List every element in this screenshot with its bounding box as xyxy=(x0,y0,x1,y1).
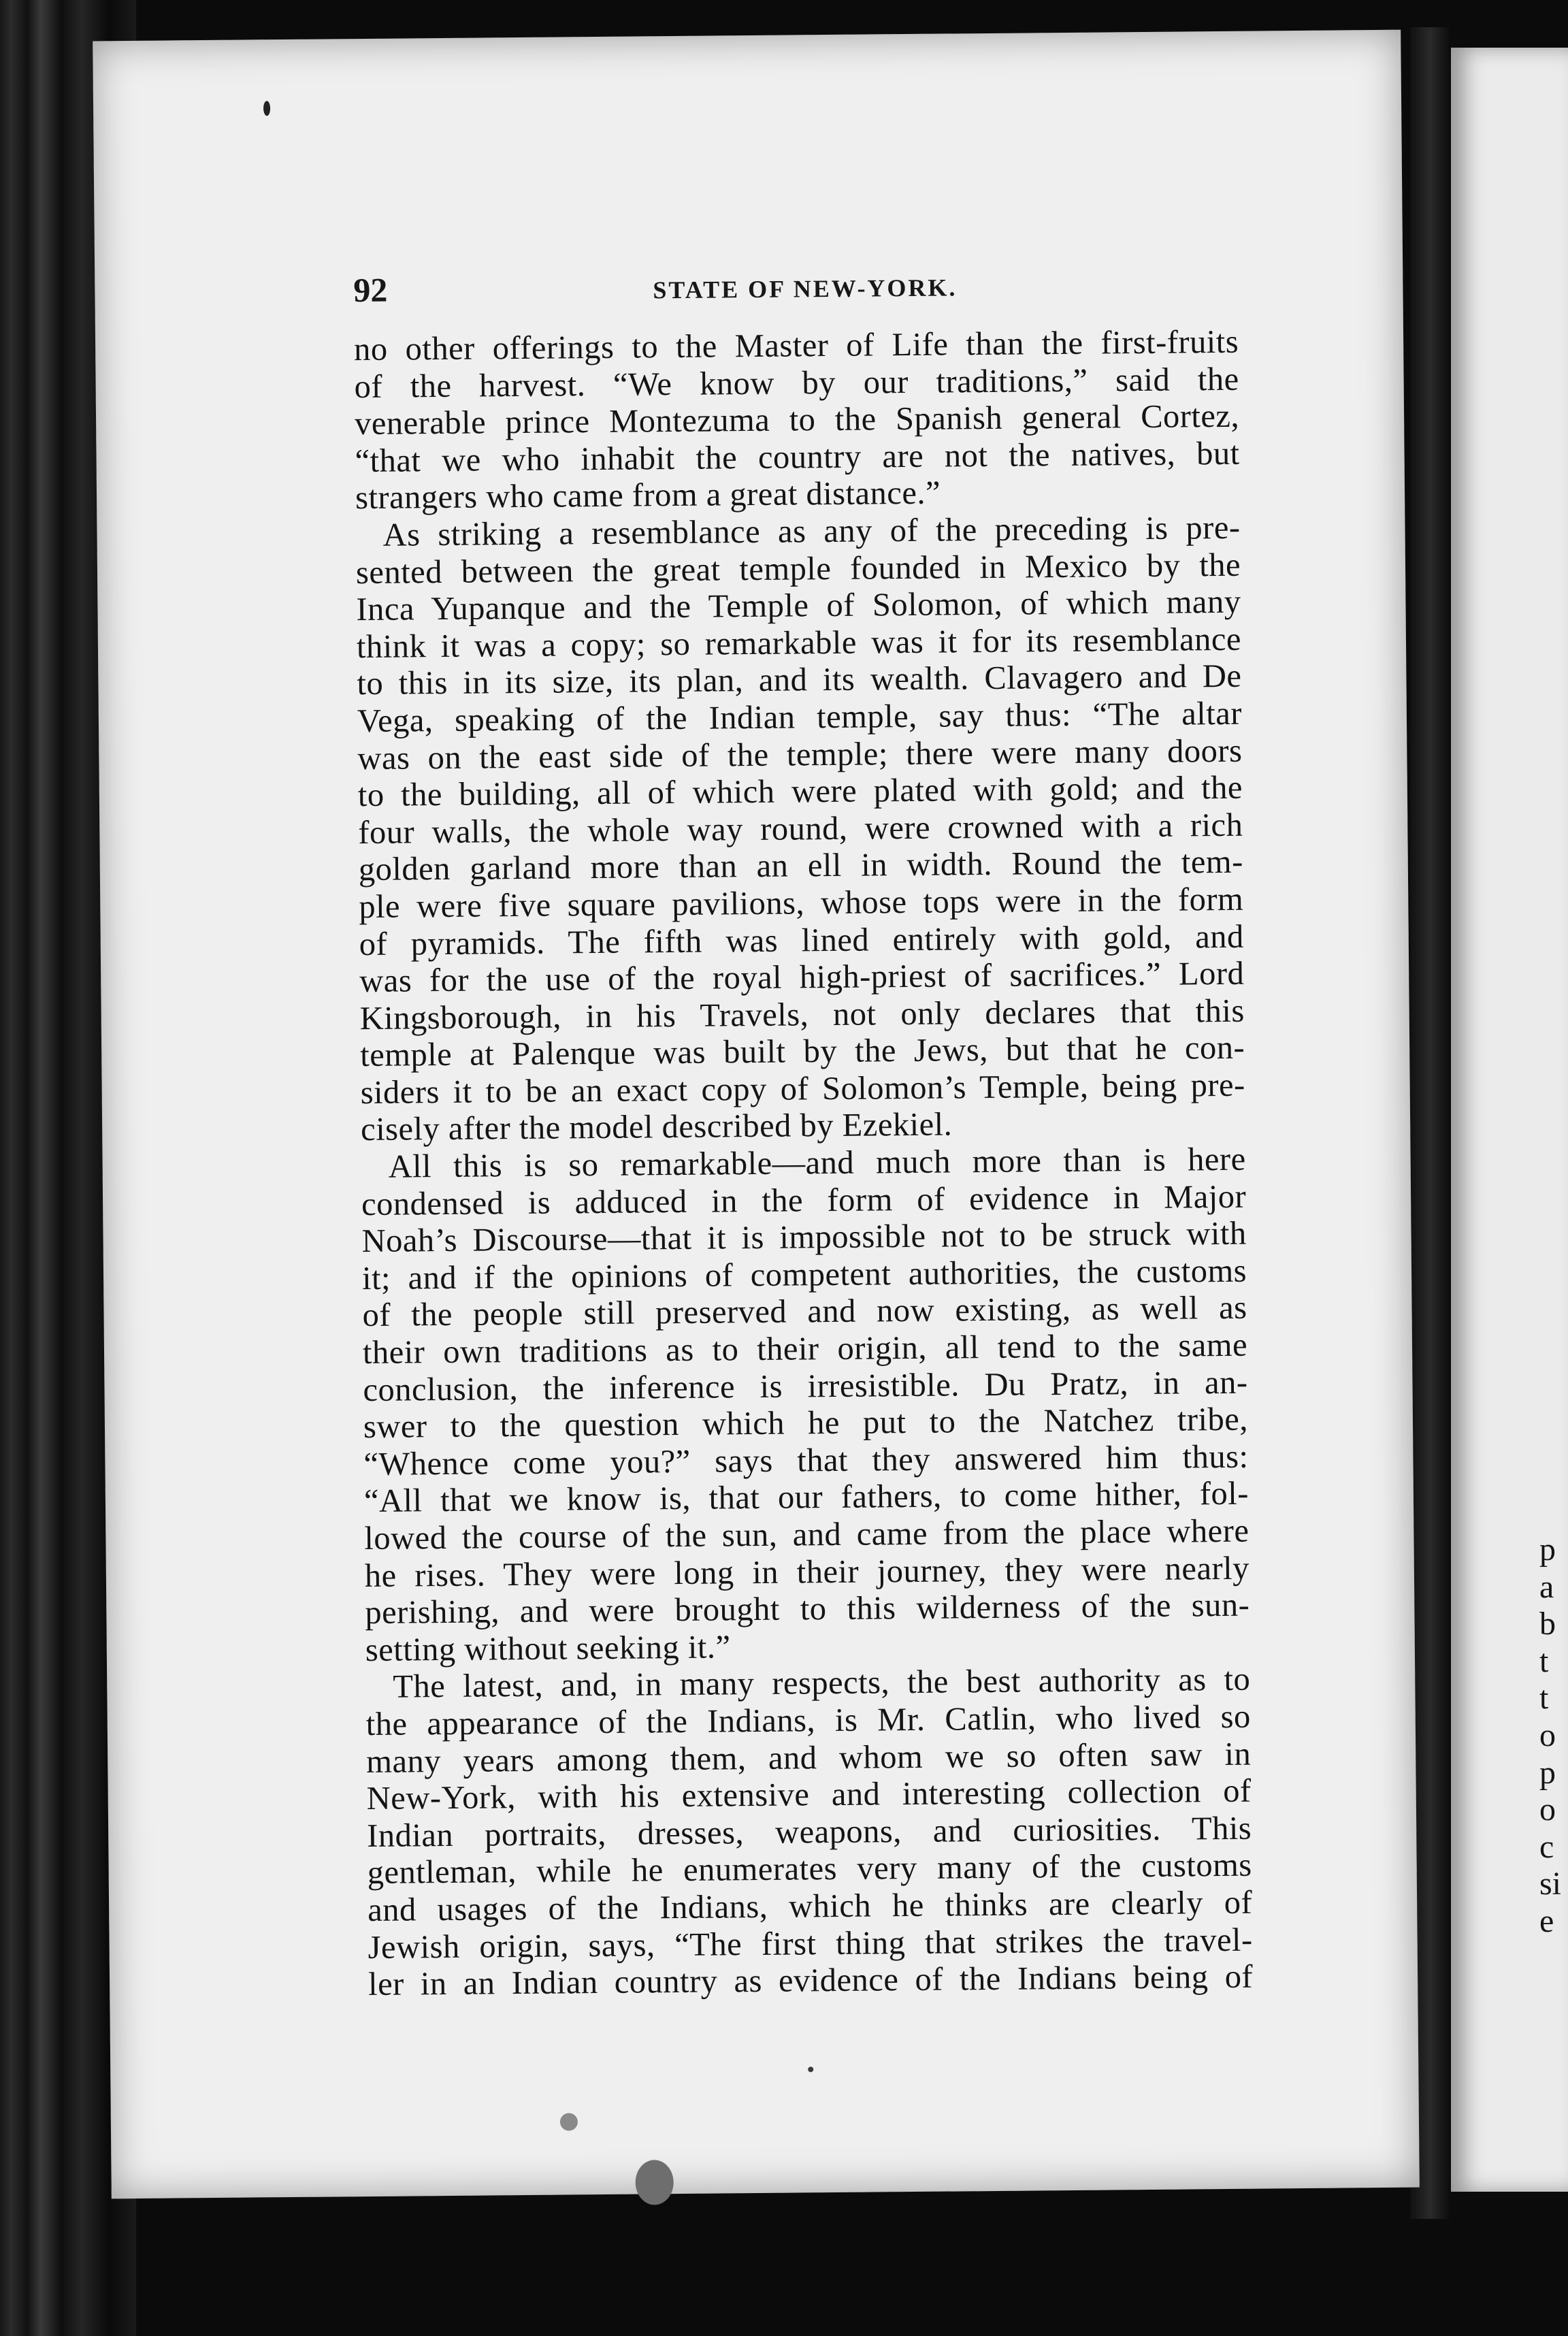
text-line: condensed is adduced in the form of evidence in Major xyxy=(361,1178,1247,1222)
text-line: Inca Yupanque and the Temple of Solomon, of which many xyxy=(356,583,1241,628)
text-line: of pyramids. The fifth was lined entirely with gold, and xyxy=(359,918,1244,962)
text-line: Indian portraits, dresses, weapons, and curiosities. This xyxy=(366,1810,1252,1854)
text-line: New-York, with his extensive and interesting collection of xyxy=(366,1772,1252,1817)
text-line: think it was a copy; so remarkable was it for its resemblance xyxy=(356,621,1242,665)
fragment: si xyxy=(1539,1866,1562,1902)
text-line: of the people still preserved and now existing, as well as xyxy=(362,1290,1247,1334)
text-line: The latest, and, in many respects, the best authority as to xyxy=(393,1661,1251,1706)
text-line: the appearance of the Indians, is Mr. Catlin, who lived so xyxy=(365,1698,1251,1743)
text-line: of the harvest. “We know by our traditions,” said the xyxy=(354,361,1239,405)
text-line: venerable prince Montezuma to the Spanish general Cortez, xyxy=(354,398,1240,442)
fragment: p xyxy=(1539,1531,1556,1568)
text-line: conclusion, the inference is irresistible. Du Pratz, in an- xyxy=(363,1364,1248,1408)
text-line: Noah’s Discourse—that it is impossible not to be struck with xyxy=(361,1215,1247,1260)
book-page xyxy=(93,30,1420,2199)
fragment: o xyxy=(1539,1717,1556,1753)
text-line: temple at Palenque was built by the Jews, but that he con- xyxy=(359,1030,1245,1074)
ink-speck xyxy=(263,101,270,116)
page-number: 92 xyxy=(353,270,388,310)
text-line: four walls, the whole way round, were crowned with a rich xyxy=(358,807,1243,851)
text-line: gentleman, while he enumerates very many of the customs xyxy=(367,1847,1252,1892)
text-line: was on the east side of the temple; there were many doors xyxy=(357,732,1243,777)
text-line: sented between the great temple founded in Mexico by the xyxy=(355,547,1241,591)
ink-speck xyxy=(808,2066,813,2072)
fragment: o xyxy=(1539,1791,1556,1828)
text-line: to the building, all of which were plated with gold; and the xyxy=(357,769,1243,814)
text-line: All this is so remarkable—and much more than is here xyxy=(388,1141,1246,1185)
fragment: p xyxy=(1539,1754,1556,1791)
text-line: “All that we know is, that our fathers, to come hither, fol- xyxy=(363,1476,1250,1520)
text-line: “that we who inhabit the country are not the natives, but xyxy=(355,435,1240,479)
text-line: many years among them, and whom we so often saw in xyxy=(366,1736,1252,1780)
fragment: t xyxy=(1539,1642,1549,1679)
text-line: “Whence come you?” says that they answered him thus: xyxy=(363,1438,1249,1482)
text-line: lowed the course of the sun, and came from the place where xyxy=(364,1512,1250,1557)
running-title: STATE OF NEW-YORK. xyxy=(653,274,958,304)
fragment: t xyxy=(1539,1680,1549,1717)
text-line: golden garland more than an ell in width. Round the tem- xyxy=(358,844,1244,888)
text-line: Kingsborough, in his Travels, not only declares that this xyxy=(359,992,1245,1037)
fragment: a xyxy=(1539,1568,1554,1605)
fragment: e xyxy=(1539,1902,1554,1939)
fragment: b xyxy=(1539,1606,1556,1642)
text-line: their own traditions as to their origin, all tend to the same xyxy=(362,1327,1248,1372)
text-line: Vega, speaking of the Indian temple, say thus: “The altar xyxy=(357,695,1243,740)
text-line: swer to the question which he put to the Natchez tribe, xyxy=(363,1401,1249,1446)
text-line: As striking a resemblance as any of the preceding is pre- xyxy=(382,509,1241,553)
fragment: c xyxy=(1539,1828,1554,1865)
text-line: ler in an Indian country as evidence of the Indians being of xyxy=(368,1958,1254,2003)
text-line: cisely after the model described by Ezekiel. xyxy=(360,1106,953,1148)
text-line: was for the use of the royal high-priest of sacrifices.” Lord xyxy=(359,955,1245,1000)
text-line: no other offerings to the Master of Life than the first-fruits xyxy=(353,323,1239,368)
text-line: ple were five square pavilions, whose tops were in the form xyxy=(359,881,1244,925)
page-header xyxy=(95,234,1403,310)
text-line: and usages of the Indians, which he thinks are clearly of xyxy=(367,1884,1253,1928)
facing-page-text-fragments xyxy=(1539,1531,1568,1941)
ink-speck xyxy=(560,2113,578,2130)
text-line: he rises. They were long in their journey, they were nearly xyxy=(364,1550,1250,1594)
text-line: to this in its size, its plan, and its wealth. Clavagero and De xyxy=(357,658,1242,702)
body-text xyxy=(354,324,1253,2004)
text-line: strangers who came from a great distance.” xyxy=(355,474,941,517)
text-line: siders it to be an exact copy of Solomon’s Temple, being pre- xyxy=(360,1067,1245,1111)
text-line: Jewish origin, says, “The first thing that strikes the travel- xyxy=(368,1921,1253,1966)
text-line: perishing, and were brought to this wilderness of the sun- xyxy=(365,1587,1250,1632)
ink-speck xyxy=(635,2160,674,2205)
text-line: it; and if the opinions of competent authorities, the customs xyxy=(361,1252,1247,1297)
text-line: setting without seeking it.” xyxy=(365,1629,731,1668)
